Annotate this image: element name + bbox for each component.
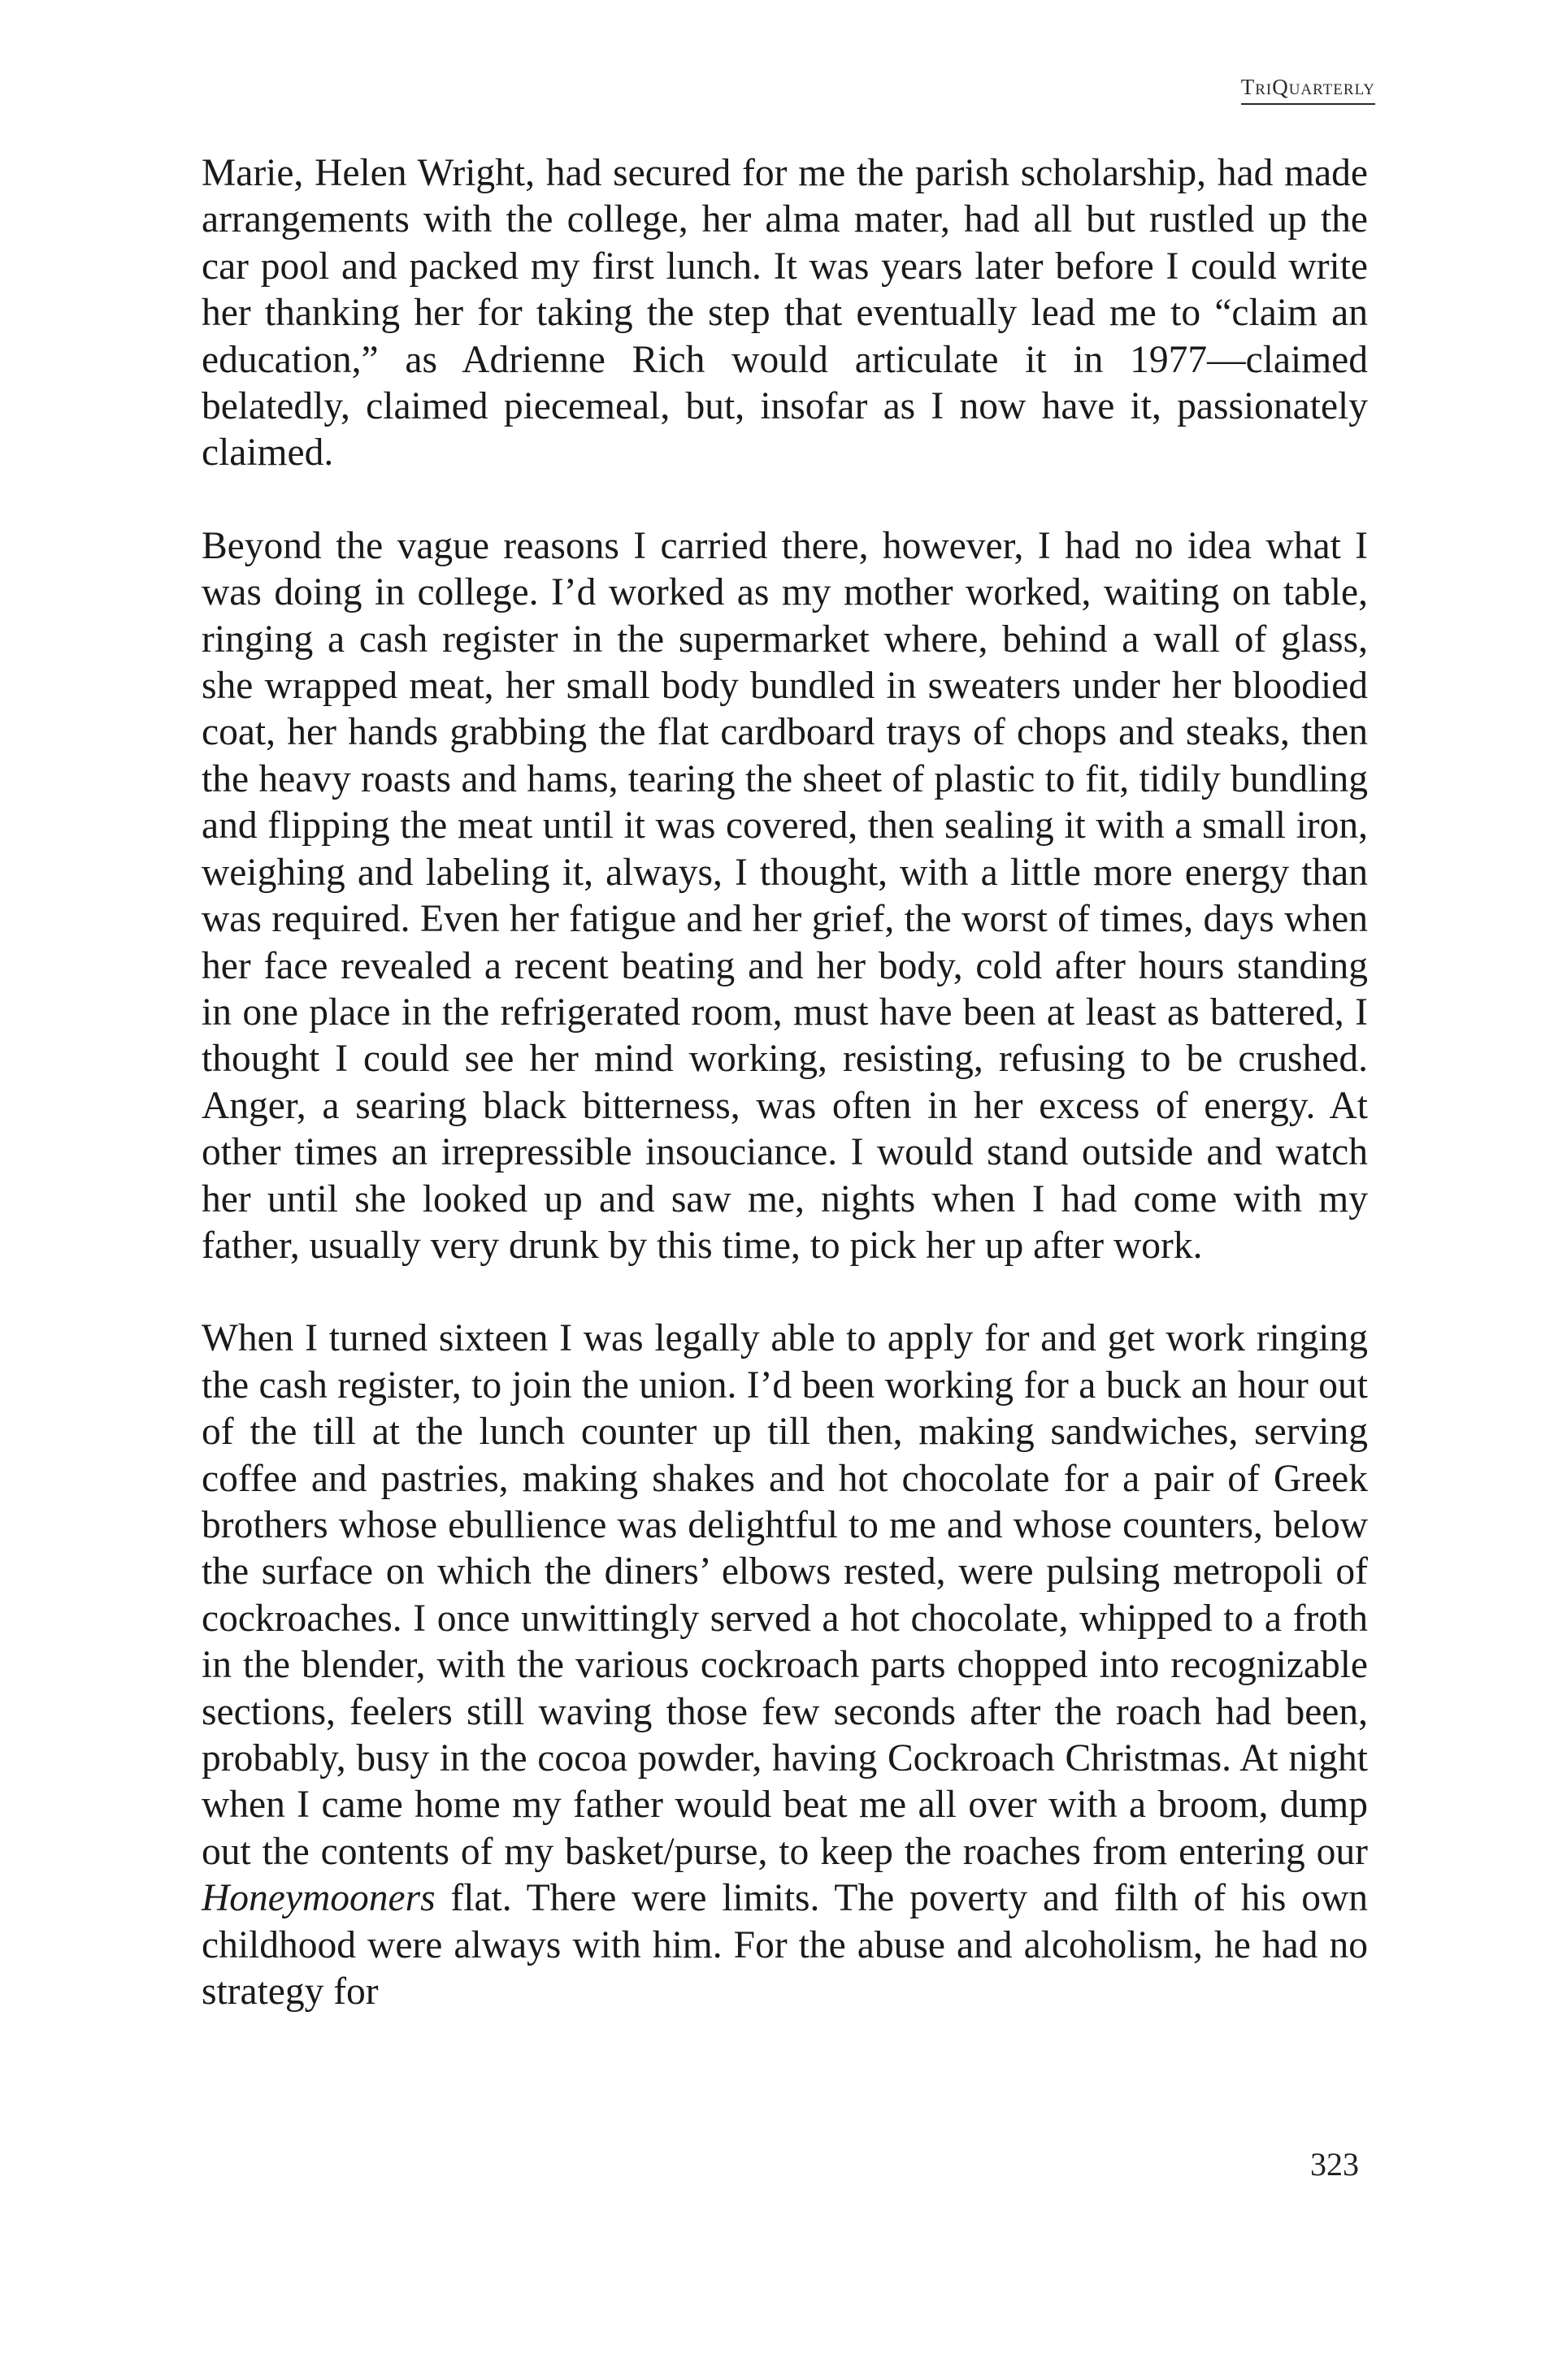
running-head: TriQuarterly [1241, 75, 1375, 105]
paragraph-3-italic-title: Honeymooners [202, 1877, 436, 1920]
body-text [202, 150, 1368, 2015]
paragraph-2-text: Beyond the vague reasons I carried there, however, I had no idea what I was doing in college. I’d worked as my mother worked, waiting on table, ringing a cash register in the supermarket where, behind a wall of glass, she wrapped meat, her small body bundled in sweaters under her bloodied coat, her hands grabbing the flat cardboard trays of chops and steaks, then the heavy roasts and hams, tearing the sheet of plastic to fit, tidily bundling and flipping the meat until it was covered, then sealing it with a small iron, weighing and labeling it, always, I thought, with a little more energy than was required. Even her fatigue and her grief, the worst of times, days when her face revealed a recent beating and her body, cold after hours standing in one place in the refrigerated room, must have been at least as battered, I thought I could see her mind working, resisting, refusing to be crushed. Anger, a searing black bitterness, was often in her excess of energy. At other times an irrepressible insouciance. I would stand outside and watch her until she looked up and saw me, nights when I had come with my father, usually very drunk by this time, to pick her up after work. [202, 524, 1368, 1267]
page-number: 323 [1310, 2146, 1359, 2183]
paragraph-3 [202, 1316, 1368, 2015]
paragraph-3-text-start: When I turned sixteen I was legally able to apply for and get work ringing the cash register, to join the union. I’d been working for a buck an hour out of the till at the lunch counter up till then, making sandwiches, serving coffee and pastries, making shakes and hot chocolate for a pair of Greek brothers whose ebullience was delightful to me and whose counters, below the surface on which the diners’ elbows rested, were pulsing metropoli of cockroaches. I once unwittingly served a hot chocolate, whipped to a froth in the blender, with the various cockroach parts chopped into recognizable sections, feelers still waving those few seconds after the roach had been, probably, busy in the cocoa powder, having Cockroach Christmas. At night when I came home my father would beat me all over with a broom, dump out the contents of my basket/purse, to keep the roaches from entering our [202, 1317, 1368, 1873]
paragraph-3-text-end: flat. There were limits. The poverty and filth of his own childhood were always with him. For the abuse and alcoholism, he had no strategy for [202, 1877, 1368, 2014]
paragraph-1 [202, 150, 1368, 477]
paragraph-2 [202, 523, 1368, 1270]
paragraph-1-text: Marie, Helen Wright, had secured for me the parish scholarship, had made arrangements with the college, her alma mater, had all but rustled up the car pool and packed my first lunch. It was years later before I could write her thanking her for taking the step that eventually lead me to “claim an education,” as Adrienne Rich would articulate it in 1977—claimed belatedly, claimed piecemeal, but, insofar as I now have it, passionately claimed. [202, 152, 1368, 475]
